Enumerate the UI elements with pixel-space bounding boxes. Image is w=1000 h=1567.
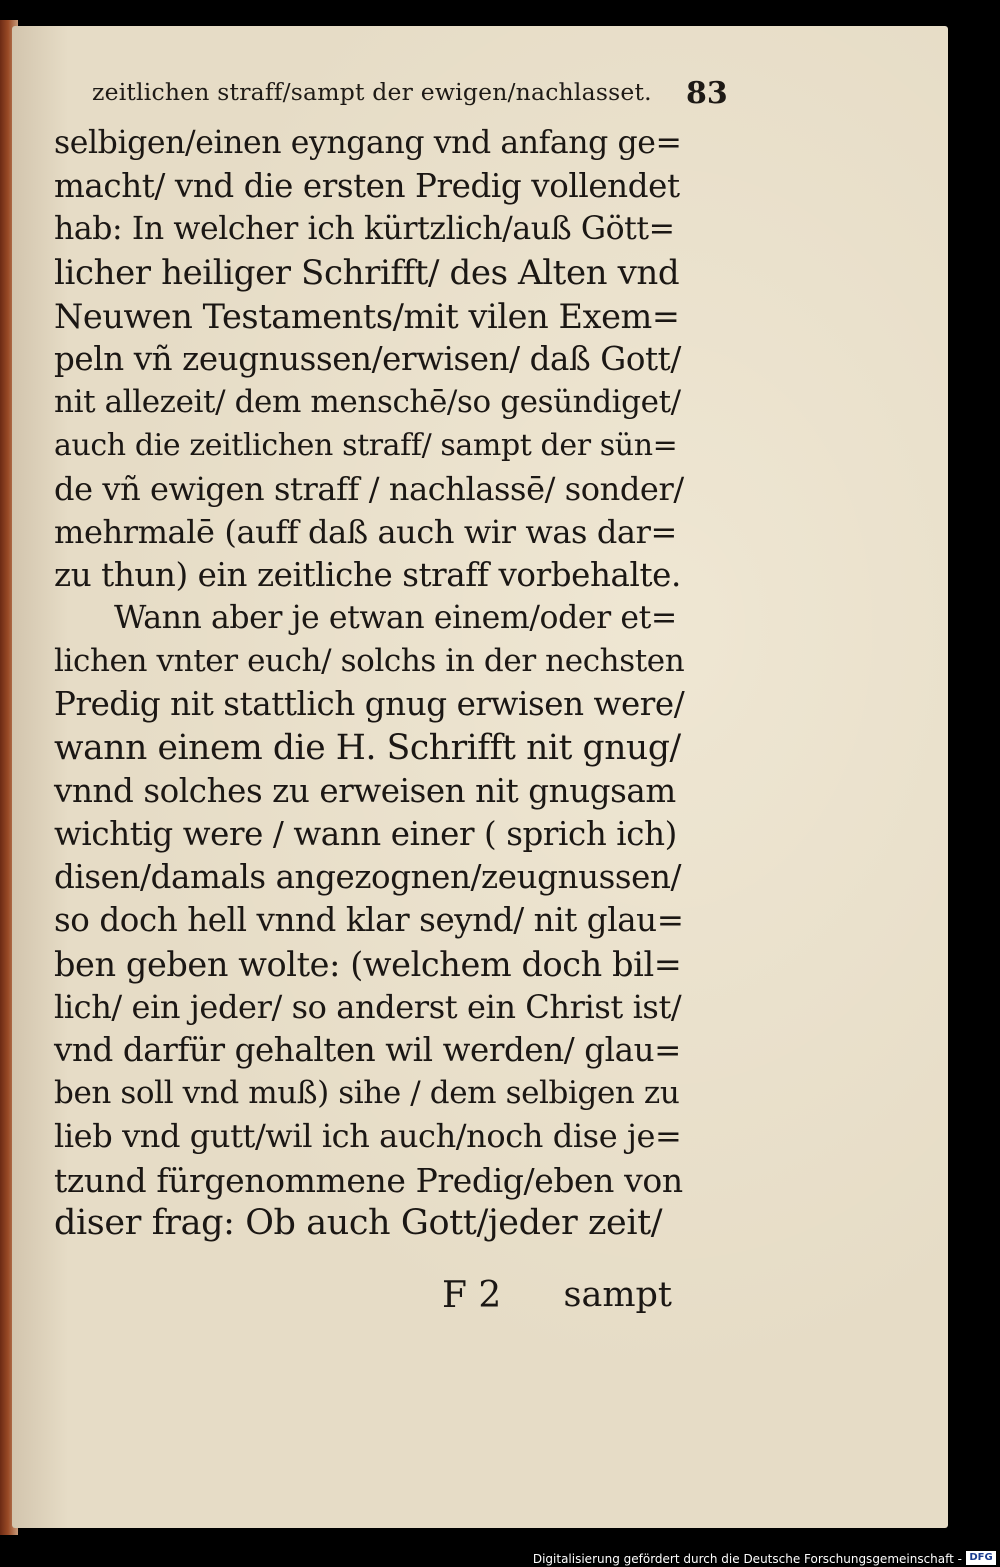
text-line: de vñ ewigen straff / nachlassē/ sonder/ xyxy=(54,469,684,508)
text-line: diser frag: Ob auch Gott/jeder zeit/ xyxy=(54,1202,663,1243)
text-line: lich/ ein jeder/ so anderst ein Christ ist/ xyxy=(54,987,682,1026)
text-line: lichen vnter euch/ solchs in der nechsten xyxy=(54,643,685,680)
running-title: zeitlichen straff/sampt der ewigen/nachlasset. xyxy=(92,78,652,106)
page-footer xyxy=(54,1275,684,1325)
text-line: zu thun) ein zeitliche straff vorbehalte. xyxy=(54,555,681,594)
text-line: vnd darfür gehalten wil werden/ glau= xyxy=(54,1030,681,1069)
text-line: wann einem die H. Schrifft nit gnug/ xyxy=(54,727,681,768)
text-line: wichtig were / wann einer ( sprich ich) xyxy=(54,815,677,853)
text-line: hab: In welcher ich kürtzlich/auß Gött= xyxy=(54,211,675,248)
text-line: peln vñ zeugnussen/erwisen/ daß Gott/ xyxy=(54,339,681,378)
catchword: sampt xyxy=(563,1275,672,1315)
text-line: disen/damals angezognen/zeugnussen/ xyxy=(54,858,682,897)
text-line: tzund fürgenommene Predig/eben von xyxy=(54,1160,683,1200)
text-line: licher heiliger Schrifft/ des Alten vnd xyxy=(54,252,680,293)
text-line: ben geben wolte: (welchem doch bil= xyxy=(54,944,682,984)
text-line: Predig nit stattlich gnug erwisen were/ xyxy=(54,685,685,724)
text-line: ben soll vnd muß) sihe / dem selbigen zu xyxy=(54,1075,680,1112)
text-line: nit allezeit/ dem menschē/so gesündiget/ xyxy=(54,384,681,421)
text-line: lieb vnd gutt/wil ich auch/noch dise je= xyxy=(54,1117,682,1156)
paragraph-start-line: Wann aber je etwan einem/oder et= xyxy=(114,600,677,637)
text-line: selbigen/einen eyngang vnd anfang ge= xyxy=(54,125,682,161)
text-line: so doch hell vnnd klar seynd/ nit glau= xyxy=(54,901,684,940)
signature-mark: F 2 xyxy=(442,1275,502,1316)
page-number: 83 xyxy=(686,76,728,111)
text-line: macht/ vnd die ersten Predig vollendet xyxy=(54,167,680,206)
scan-credit: Digitalisierung gefördert durch die Deutsche Forschungsgemeinschaft - xyxy=(532,1552,962,1566)
text-line: Neuwen Testaments/mit vilen Exem= xyxy=(54,296,680,336)
text-line: vnnd solches zu erweisen nit gnugsam xyxy=(54,771,676,810)
text-line: mehrmalē (auff daß auch wir was dar= xyxy=(54,512,677,551)
text-line: auch die zeitlichen straff/ sampt der sün= xyxy=(54,428,678,464)
dfg-logo: DFG xyxy=(966,1551,996,1565)
body-text xyxy=(54,122,684,1245)
